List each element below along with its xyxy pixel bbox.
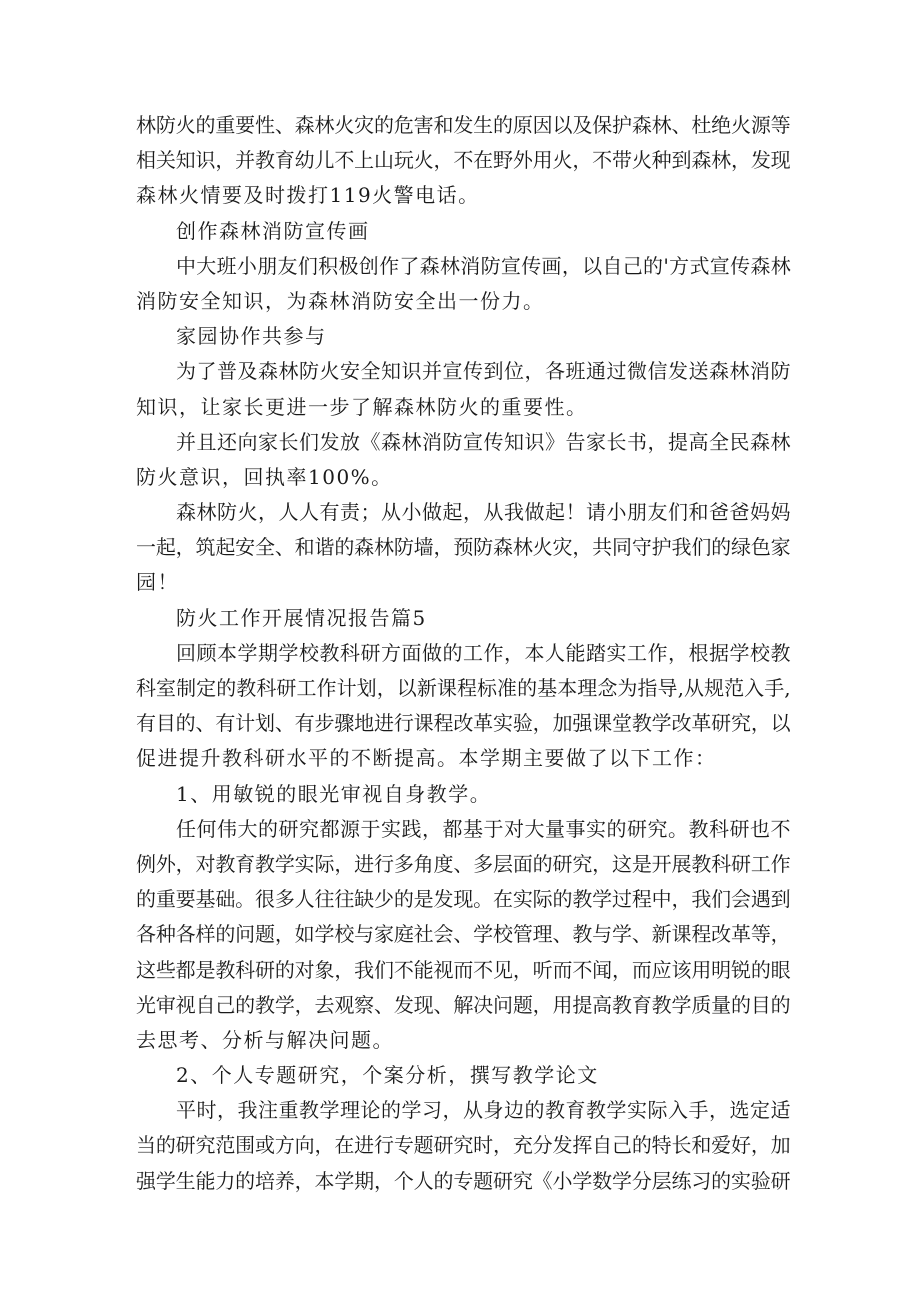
text-line: 消防安全知识，为森林消防安全出一份力。 [136, 288, 545, 313]
text-line: 为了普及森林防火安全知识并宣传到位，各班通过微信发送森林消防 [176, 359, 791, 384]
section-heading: 家园协作共参与 [176, 324, 327, 349]
text-line: 当的研究范围或方向，在进行专题研究时，充分发挥自己的特长和爱好，加 [136, 1133, 791, 1158]
text-line: 平时，我注重教学理论的学习，从身边的教育教学实际入手，选定适 [176, 1098, 791, 1123]
text-line: 并且还向家长们发放《森林消防宣传知识》告家长书，提高全民森林 [176, 429, 791, 454]
paragraph-parent-letter [136, 425, 791, 495]
paragraph-slogan [136, 495, 791, 601]
text-line: 防火意识，回执率100%。 [136, 464, 393, 489]
heading-report-5 [136, 601, 791, 636]
section-heading: 防火工作开展情况报告篇5 [176, 605, 427, 630]
text-line: 有目的、有计划、有步骤地进行课程改革实验，加强课堂教学改革研究，以 [136, 711, 791, 736]
section-heading: 1、用敏锐的眼光审视自身教学。 [176, 781, 492, 806]
text-line: 园！ [136, 570, 179, 595]
text-line: 促进提升教科研水平的不断提高。本学期主要做了以下工作： [136, 746, 717, 771]
text-line: 去思考、分析与解决问题。 [136, 1027, 394, 1052]
paragraph-fire-knowledge [136, 108, 791, 214]
text-line: 光审视自己的教学，去观察、发现、解决问题，用提高教育教学质量的目的 [136, 992, 791, 1017]
paragraph-theory-study [136, 1093, 791, 1199]
section-heading: 创作森林消防宣传画 [176, 218, 370, 243]
text-line: 回顾本学期学校教科研方面做的工作，本人能踏实工作，根据学校教 [176, 640, 791, 665]
paragraph-review [136, 636, 791, 777]
text-line: 知识，让家长更进一步了解森林防火的重要性。 [136, 394, 588, 419]
document-page [136, 108, 791, 1199]
paragraph-wechat [136, 354, 791, 424]
text-line: 各种各样的问题，如学校与家庭社会、学校管理、教与学、新课程改革等， [136, 922, 791, 947]
text-line: 的重要基础。很多人往往缺少的是发现。在实际的教学过程中，我们会遇到 [136, 887, 791, 912]
text-line: 一起，筑起安全、和谐的森林防墙，预防森林火灾，共同守护我们的绿色家 [136, 535, 791, 560]
heading-item-2 [136, 1058, 791, 1093]
heading-home-school [136, 319, 791, 354]
section-heading: 2、个人专题研究，个案分析，撰写教学论文 [176, 1063, 599, 1088]
text-line: 任何伟大的研究都源于实践，都基于对大量事实的研究。教科研也不 [176, 816, 791, 841]
text-line: 强学生能力的培养，本学期，个人的专题研究《小学数学分层练习的实验研 [136, 1168, 791, 1193]
text-line: 例外，对教育教学实际，进行多角度、多层面的研究，这是开展教科研工作 [136, 851, 791, 876]
text-line: 这些都是教科研的对象，我们不能视而不见，听而不闻，而应该用明锐的眼 [136, 957, 791, 982]
paragraph-poster [136, 249, 791, 319]
text-line: 科室制定的教科研工作计划，以新课程标准的基本理念为指导,从规范入手, [136, 676, 791, 700]
text-line: 中大班小朋友们积极创作了森林消防宣传画，以自己的'方式宣传森林 [176, 253, 791, 278]
text-line: 林防火的重要性、森林火灾的危害和发生的原因以及保护森林、杜绝火源等 [136, 113, 791, 137]
text-line: 森林防火，人人有责；从小做起，从我做起！请小朋友们和爸爸妈妈 [176, 500, 791, 525]
text-line: 森林火情要及时拨打119火警电话。 [136, 183, 480, 208]
heading-poster-creation [136, 214, 791, 249]
paragraph-research [136, 812, 791, 1058]
text-line: 相关知识，并教育幼儿不上山玩火，不在野外用火，不带火种到森林，发现 [136, 148, 791, 173]
heading-item-1 [136, 777, 791, 812]
